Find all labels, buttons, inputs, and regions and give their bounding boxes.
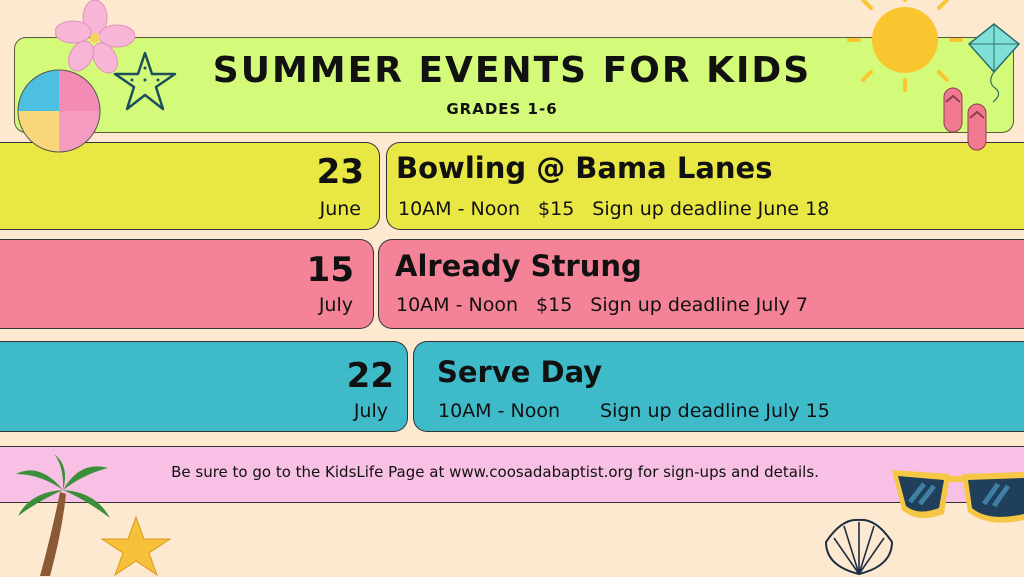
- event-day: 15: [306, 250, 354, 290]
- event-details: [398, 198, 847, 220]
- starfish-outline-icon: [112, 50, 178, 112]
- event-time: 10AM - Noon: [396, 294, 519, 316]
- event-price: $15: [538, 198, 575, 220]
- event-month: July: [353, 400, 388, 422]
- page-title: SUMMER EVENTS FOR KIDS: [212, 50, 812, 91]
- event-deadline: Sign up deadline June 18: [592, 198, 830, 220]
- event-name: Bowling @ Bama Lanes: [396, 151, 773, 185]
- starfish-icon: [100, 515, 172, 577]
- seashell-icon: [820, 516, 898, 576]
- event-details: [438, 400, 848, 422]
- flip-flops-icon: [940, 84, 996, 156]
- event-month: July: [318, 294, 353, 316]
- event-price: $15: [536, 294, 573, 316]
- event-time: 10AM - Noon: [398, 198, 521, 220]
- event-day: 22: [346, 356, 394, 396]
- event-time: 10AM - Noon: [438, 400, 561, 422]
- page-subtitle: GRADES 1-6: [446, 100, 558, 118]
- sun-icon: [845, 0, 965, 92]
- event-name: Serve Day: [437, 355, 603, 389]
- event-month: June: [319, 198, 361, 220]
- event-details: [396, 294, 826, 316]
- event-deadline: Sign up deadline July 7: [590, 294, 808, 316]
- event-name: Already Strung: [395, 249, 642, 283]
- footer-text: Be sure to go to the KidsLife Page at www.coosadabaptist.org for sign-ups and details.: [171, 463, 819, 481]
- event-day: 23: [316, 152, 364, 192]
- event-deadline: Sign up deadline July 15: [600, 400, 830, 422]
- beach-ball-icon: [16, 68, 102, 154]
- sunglasses-icon: [888, 462, 1024, 534]
